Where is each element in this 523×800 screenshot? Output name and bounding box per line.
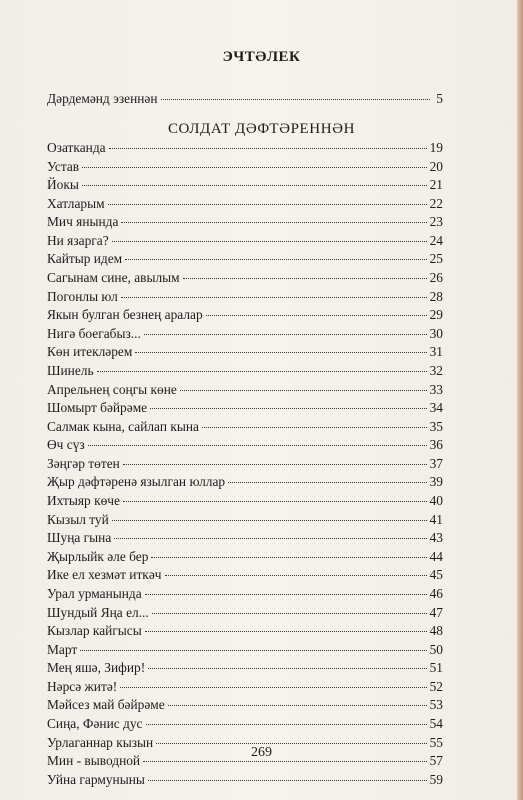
toc-entry-title: Ихтыяр көче — [47, 493, 120, 509]
toc-entry-page: 35 — [429, 418, 443, 434]
toc-entry — [47, 251, 443, 268]
toc-entry-page: 36 — [429, 437, 443, 453]
toc-entry — [47, 549, 443, 566]
section-title: СОЛДАТ ДӘФТӘРЕННӘН — [167, 121, 356, 137]
toc-entry-title: Уйна гармуныны — [47, 771, 145, 787]
toc-entry-page: 26 — [429, 270, 443, 286]
page-edge — [517, 0, 523, 800]
page-number: 269 — [251, 745, 272, 760]
toc-entry — [47, 270, 443, 287]
dot-leader — [165, 575, 427, 576]
toc-entry-title: Якын булган безнең аралар — [47, 307, 203, 323]
toc-entry — [47, 326, 443, 343]
dot-leader — [151, 557, 426, 558]
dot-leader — [180, 390, 427, 391]
toc-entry-title: Нәрсә житә! — [47, 678, 118, 694]
dot-leader — [80, 650, 426, 651]
toc-entry-page: 21 — [429, 177, 443, 193]
dot-leader — [112, 241, 427, 242]
dot-leader — [146, 724, 427, 725]
dot-leader — [202, 427, 427, 428]
toc-entry-page: 54 — [429, 715, 443, 731]
toc-entry — [47, 716, 443, 733]
toc-entry — [47, 512, 443, 529]
toc-entry — [47, 363, 443, 380]
toc-entry-page: 22 — [429, 195, 443, 211]
toc-entry-page: 57 — [429, 753, 443, 769]
toc-entry-title: Кайтыр идем — [47, 251, 123, 267]
toc-entry — [47, 140, 443, 157]
contents-title: ЭЧТӘЛЕК — [222, 49, 301, 65]
toc-entry — [47, 456, 443, 473]
toc-entry — [47, 159, 443, 176]
dot-leader — [109, 148, 427, 149]
dot-leader — [123, 501, 427, 502]
toc-entry — [47, 605, 443, 622]
toc-entry-title: Апрельнең соңгы көне — [47, 381, 177, 397]
dot-leader — [112, 520, 427, 521]
toc-entry — [47, 289, 443, 306]
dot-leader — [183, 278, 427, 279]
dot-leader — [206, 315, 427, 316]
toc-entry-title: Өч сүз — [47, 437, 85, 453]
toc-entry-page: 48 — [429, 623, 443, 639]
dot-leader — [125, 259, 426, 260]
toc-entry-page: 47 — [429, 604, 443, 620]
toc-entry-title: Нигә боегабыз... — [47, 325, 141, 341]
toc-entry-page: 44 — [429, 548, 443, 564]
toc-entry — [47, 233, 443, 250]
dot-leader — [168, 705, 427, 706]
toc-entry-title: Мәйсез май бәйрәме — [47, 697, 165, 713]
toc-entry — [47, 307, 443, 324]
toc-entry-title: Дәрдемәнд эзеннән — [47, 91, 158, 106]
toc-entry-page: 32 — [429, 362, 443, 378]
toc-entry-intro — [47, 91, 443, 108]
toc-entry-page: 28 — [429, 288, 443, 304]
toc-entry — [47, 344, 443, 361]
dot-leader — [82, 167, 427, 168]
dot-leader — [88, 445, 427, 446]
toc-entry-title: Салмак кына, сайлап кына — [47, 418, 199, 434]
toc-entry-title: Йокы — [47, 177, 79, 193]
toc-entry-page: 39 — [429, 474, 443, 490]
toc-entry-title: Зәңгәр төтен — [47, 455, 120, 471]
toc-entry-page: 55 — [429, 734, 443, 750]
toc-entry-page: 46 — [429, 585, 443, 601]
toc-entry — [47, 660, 443, 677]
dot-leader — [228, 482, 426, 483]
toc-entry-title: Урлаганнар кызын — [47, 734, 154, 750]
toc-entry-page: 24 — [429, 232, 443, 248]
dot-leader — [145, 594, 427, 595]
toc-entry — [47, 623, 443, 640]
dot-leader — [148, 780, 427, 781]
dot-leader — [121, 297, 427, 298]
toc-entry — [47, 214, 443, 231]
toc-entry — [47, 474, 443, 491]
toc-entry-title: Устав — [47, 158, 80, 174]
toc-entry-page: 29 — [429, 307, 443, 323]
toc-entry-page: 53 — [429, 697, 443, 713]
toc-entry-title: Мин - выводной — [47, 753, 141, 769]
toc-entry-title: Шуңа гына — [47, 530, 112, 546]
dot-leader — [143, 761, 427, 762]
toc-entry-title: Озатканда — [47, 140, 106, 155]
toc-entry-title: Кызыл туй — [47, 511, 109, 527]
toc-entry-page: 31 — [429, 344, 443, 360]
toc-entry-title: Шинель — [47, 362, 94, 378]
toc-entry — [47, 567, 443, 584]
toc-entry-page: 25 — [429, 251, 443, 267]
toc-entry-title: Ни язарга? — [47, 232, 109, 248]
toc-entry-title: Ике ел хезмәт иткәч — [47, 567, 162, 583]
toc-entry — [47, 419, 443, 436]
toc-entry — [47, 400, 443, 417]
dot-leader — [135, 352, 426, 353]
toc-entry-page: 30 — [429, 325, 443, 341]
toc-entry-title: Сиңа, Фәнис дус — [47, 715, 143, 731]
toc-entry-title: Урал урманында — [47, 585, 142, 601]
toc-entry-page: 23 — [429, 214, 443, 230]
toc-entry-page: 41 — [429, 511, 443, 527]
toc-entry — [47, 679, 443, 696]
toc-entry-title: Җырлыйк әле бер — [47, 548, 149, 564]
toc-entry — [47, 697, 443, 714]
dot-leader — [108, 204, 427, 205]
toc-entry-title: Җыр дәфтәренә язылган юллар — [47, 474, 226, 490]
toc-entry — [47, 586, 443, 603]
toc-entry-page: 20 — [429, 158, 443, 174]
toc-entry — [47, 382, 443, 399]
dot-leader — [152, 613, 427, 614]
toc-entry-page: 43 — [429, 530, 443, 546]
toc-entry-title: Кызлар кайгысы — [47, 623, 142, 639]
toc-entry — [47, 437, 443, 454]
toc-entry-title: Мич янында — [47, 214, 119, 230]
toc-entry-page: 19 — [429, 140, 443, 155]
toc-entry-title: Шундый Яңа ел... — [47, 604, 149, 620]
toc-entry — [47, 772, 443, 789]
toc-entry — [47, 530, 443, 547]
toc-entry-page: 34 — [429, 400, 443, 416]
toc-entry-title: Погонлы юл — [47, 288, 118, 304]
toc-entry-page: 40 — [429, 493, 443, 509]
toc-entry-title: Хатларым — [47, 195, 105, 211]
toc-entry-page: 33 — [429, 381, 443, 397]
toc-entry-page: 51 — [429, 660, 443, 676]
toc-entry — [47, 196, 443, 213]
toc-entry — [47, 642, 443, 659]
toc-entry-page: 59 — [429, 771, 443, 787]
dot-leader — [161, 99, 430, 100]
toc-entry-title: Көн итекләрем — [47, 344, 133, 360]
dot-leader — [156, 743, 426, 744]
toc-entry-page: 50 — [429, 641, 443, 657]
toc-entry-title: Сагынам сине, авылым — [47, 270, 180, 286]
toc-entry — [47, 177, 443, 194]
toc-entry-title: Шомырт бәйрәме — [47, 400, 148, 416]
toc-entry-page: 52 — [429, 678, 443, 694]
toc-entry-title: Мең яшә, Зифир! — [47, 660, 146, 676]
dot-leader — [144, 334, 427, 335]
dot-leader — [145, 631, 427, 632]
dot-leader — [82, 185, 427, 186]
toc-entry-page: 37 — [429, 455, 443, 471]
dot-leader — [150, 408, 426, 409]
toc-entry — [47, 493, 443, 510]
dot-leader — [148, 668, 426, 669]
toc-entry-page: 45 — [429, 567, 443, 583]
dot-leader — [114, 538, 426, 539]
toc-entry-title: Март — [47, 641, 78, 657]
dot-leader — [123, 464, 427, 465]
toc-entry-page: 5 — [436, 91, 443, 106]
dot-leader — [97, 371, 427, 372]
dot-leader — [121, 222, 426, 223]
dot-leader — [120, 687, 426, 688]
